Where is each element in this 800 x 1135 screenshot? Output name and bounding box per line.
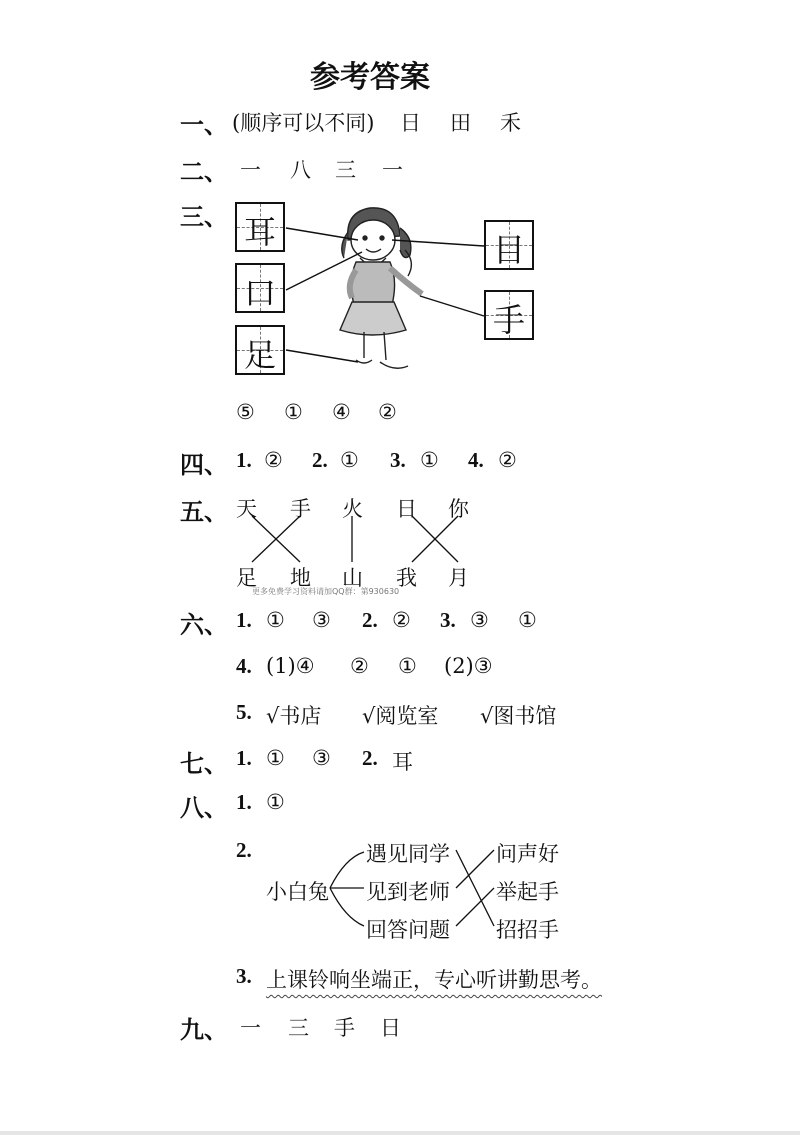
section-6-answer-4-b: ①	[398, 654, 417, 678]
section-9-answer-3: 手	[334, 1016, 355, 1040]
section-3-circled-3: ④	[332, 400, 351, 424]
section-6-num-1: 1.	[236, 608, 252, 632]
section-8-right-3: 招招手	[496, 918, 559, 942]
section-6-answer-5c: √图书馆	[480, 704, 557, 728]
section-6-num-4: 4.	[236, 654, 252, 678]
section-7-label: 七、	[180, 750, 228, 778]
section-3-circled-1: ⑤	[236, 400, 255, 424]
char-box-foot-text: 足	[243, 336, 276, 374]
section-6-answer-3a: ③	[470, 608, 489, 632]
section-5-label: 五、	[180, 498, 228, 526]
section-1-note: (顺序可以不同)	[232, 111, 375, 135]
page-bottom-border	[0, 1131, 800, 1135]
section-1-label: 一、	[180, 111, 228, 139]
girl-illustration	[340, 208, 422, 368]
page-title: 参考答案	[310, 60, 430, 95]
section-6-answer-4-p1: (1)④	[266, 654, 315, 678]
section-4-answer-1: ②	[264, 448, 283, 472]
section-9-answer-2: 三	[288, 1016, 309, 1040]
section-6-num-3: 3.	[440, 608, 456, 632]
section-8-right-1: 问声好	[496, 842, 559, 866]
section-2-label: 二、	[180, 158, 228, 186]
section-8-num-1: 1.	[236, 790, 252, 814]
section-8-num-3: 3.	[236, 964, 252, 988]
section-8-mid-3: 回答问题	[366, 918, 450, 942]
section-5-top-5: 你	[448, 497, 469, 521]
section-3-circled-2: ①	[284, 400, 303, 424]
char-box-eye-text: 目	[492, 231, 525, 269]
section-6-num-5: 5.	[236, 700, 252, 724]
section-5-bottom-3: 山	[342, 566, 363, 590]
section-1-answer-2: 田	[450, 111, 471, 135]
section-4-num-4: 4.	[468, 448, 484, 472]
section-8-mid-2: 见到老师	[366, 880, 450, 904]
section-8-label: 八、	[180, 794, 228, 822]
char-box-mouth	[235, 263, 285, 313]
section-3-label: 三、	[180, 203, 228, 231]
char-box-eye	[484, 220, 534, 270]
char-box-foot	[235, 325, 285, 375]
char-box-ear-text: 耳	[243, 213, 276, 251]
section-4-num-3: 3.	[390, 448, 406, 472]
section-5-bottom-5: 月	[448, 566, 469, 590]
watermark-text: 更多免费学习资料请加QQ群：第930630	[252, 587, 400, 596]
section-7-answer-1b: ③	[312, 746, 331, 770]
section-7-answer-2: 耳	[392, 750, 413, 774]
section-8-right-2: 举起手	[496, 880, 559, 904]
section-6-answer-1a: ①	[266, 608, 285, 632]
section-6-label: 六、	[180, 611, 228, 639]
char-box-hand-text: 手	[492, 301, 525, 339]
section-1-answer-1: 日	[400, 111, 421, 135]
section-2-answer-3: 三	[335, 158, 356, 182]
section-8-root: 小白兔	[266, 880, 329, 904]
section-6-answer-4-a: ②	[350, 654, 369, 678]
char-box-mouth-text: 口	[243, 274, 276, 312]
section-9-answer-1: 一	[240, 1016, 261, 1040]
section-6-answer-1b: ③	[312, 608, 331, 632]
section-8-answer-1: ①	[266, 790, 285, 814]
section-7-answer-1a: ①	[266, 746, 285, 770]
section-5-bottom-2: 地	[290, 566, 311, 590]
section-7-num-1: 1.	[236, 746, 252, 770]
section-4-answer-3: ①	[420, 448, 439, 472]
section-8-num-2: 2.	[236, 838, 252, 862]
section-9-label: 九、	[180, 1016, 228, 1044]
section-6-answer-4-p2: (2)③	[444, 654, 493, 678]
section-6-answer-2: ②	[392, 608, 411, 632]
section-5-top-1: 天	[236, 497, 257, 521]
section-8-sentence: 上课铃响坐端正，专心听讲勤思考。	[266, 968, 602, 992]
section-6-answer-5a: √书店	[266, 704, 322, 728]
section-5-top-4: 日	[396, 497, 417, 521]
section-4-answer-4: ②	[498, 448, 517, 472]
section-6-answer-3b: ①	[518, 608, 537, 632]
section-5-top-2: 手	[290, 497, 311, 521]
section-2-answer-1: 一	[240, 158, 261, 182]
section-4-label: 四、	[180, 451, 228, 479]
section-4-num-1: 1.	[236, 448, 252, 472]
char-box-hand	[484, 290, 534, 340]
section-2-answer-2: 八	[290, 158, 311, 182]
section-8-mid-1: 遇见同学	[366, 842, 450, 866]
section-2-answer-4: 一	[382, 158, 403, 182]
section-3-circled-4: ②	[378, 400, 397, 424]
section-6-answer-5b: √阅览室	[362, 704, 439, 728]
section-5-bottom-1: 足	[236, 566, 257, 590]
section-9-answer-4: 日	[380, 1016, 401, 1040]
char-box-ear	[235, 202, 285, 252]
section-1-answer-3: 禾	[500, 111, 521, 135]
section-7-num-2: 2.	[362, 746, 378, 770]
section-5-top-3: 火	[342, 497, 363, 521]
section-4-num-2: 2.	[312, 448, 328, 472]
section-6-num-2: 2.	[362, 608, 378, 632]
section-4-answer-2: ①	[340, 448, 359, 472]
section-5-bottom-4: 我	[396, 566, 417, 590]
